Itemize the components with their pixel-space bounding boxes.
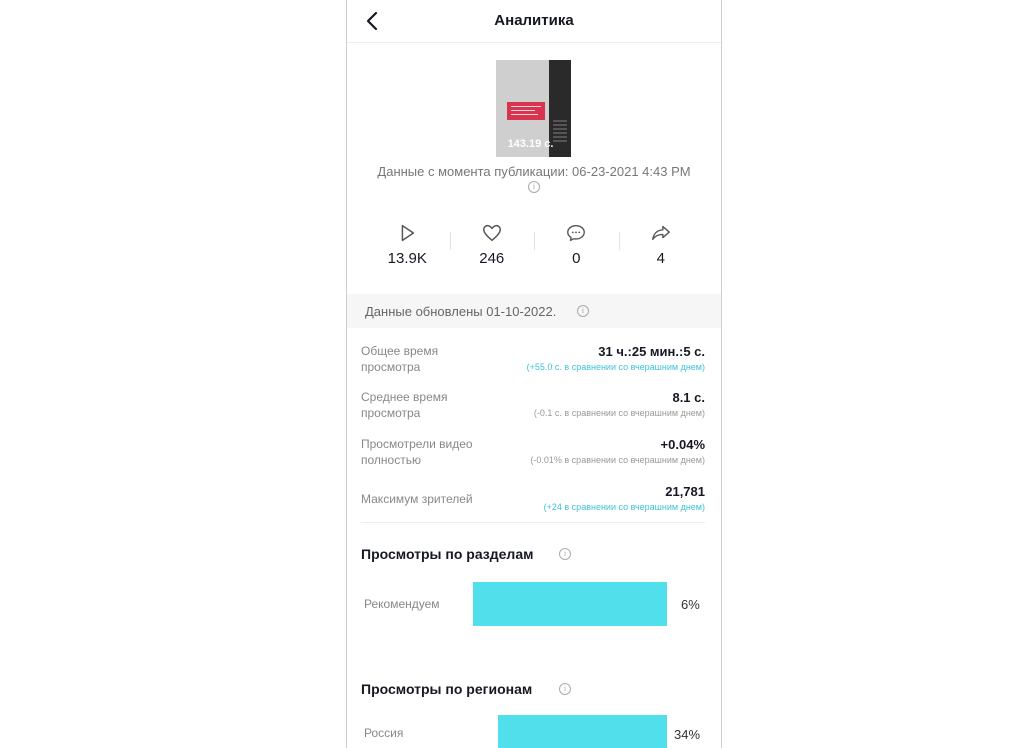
likes-count: 246 — [479, 250, 505, 267]
published-date: Данные с момента публикации: 06-23-2021 4:43 PM — [377, 164, 691, 179]
metric-label: Общее время просмотра — [361, 344, 439, 374]
stat-views — [365, 220, 450, 272]
stat-comments — [534, 220, 619, 272]
info-icon[interactable]: i — [528, 181, 540, 193]
data-updated-banner — [347, 294, 721, 328]
section-title-sources: Просмотры по разделам — [361, 546, 534, 562]
metric-comparison: (-0.01% в сравнении со вчерашним днем) — [530, 455, 705, 465]
data-updated-text: Данные обновлены 01-10-2022. — [365, 304, 557, 319]
views-count: 13.9K — [387, 250, 427, 267]
bar-percent: 34% — [674, 727, 701, 742]
page-title: Аналитика — [494, 12, 574, 29]
bar-label: Россия — [364, 726, 404, 740]
bar-recommended — [473, 582, 667, 626]
metric-value: 21,781 — [665, 484, 705, 499]
shares-count: 4 — [656, 250, 665, 267]
metric-comparison: (+24 в сравнении со вчерашним днем) — [543, 502, 705, 512]
share-icon — [650, 222, 672, 244]
video-caption-sticker — [507, 102, 545, 120]
engagement-stats — [365, 220, 703, 272]
section-title-regions: Просмотры по регионам — [361, 681, 533, 697]
heart-icon — [481, 222, 503, 244]
metric-comparison: (+55.0 с. в сравнении со вчерашним днем) — [526, 362, 705, 372]
metric-value: 31 ч.:25 мин.:5 с. — [598, 344, 705, 359]
info-icon[interactable]: i — [559, 683, 571, 695]
divider — [361, 522, 705, 523]
video-duration: 143.19 с. — [507, 138, 554, 150]
info-icon[interactable]: i — [559, 548, 571, 560]
metric-label: Максимум зрителей — [361, 492, 473, 506]
stat-shares — [619, 220, 704, 272]
bar-russia — [498, 715, 667, 748]
bar-label: Рекомендуем — [364, 597, 440, 611]
bar-percent: 6% — [681, 597, 700, 612]
metric-comparison: (-0.1 с. в сравнении со вчерашним днем) — [533, 408, 705, 418]
video-thumbnail[interactable] — [496, 60, 571, 157]
play-icon — [396, 222, 418, 244]
metric-label: Просмотрели видео полностью — [361, 437, 473, 467]
metric-label: Среднее время просмотра — [361, 390, 448, 420]
metric-value: 8.1 с. — [672, 390, 705, 405]
comments-count: 0 — [572, 250, 581, 267]
info-icon[interactable]: i — [577, 305, 589, 317]
metric-value: +0.04% — [660, 437, 705, 452]
top-bar — [347, 0, 721, 43]
comment-icon — [565, 222, 587, 244]
analytics-screen — [346, 0, 722, 748]
stat-likes — [450, 220, 535, 272]
